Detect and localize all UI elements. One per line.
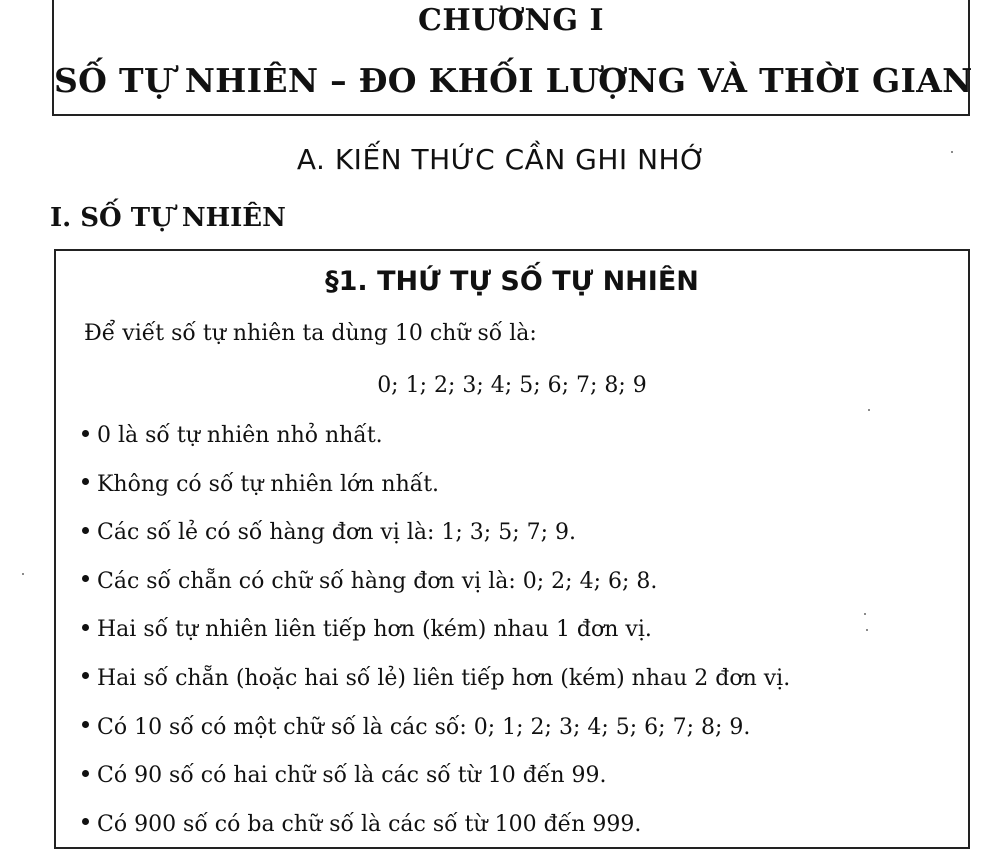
chapter-header-box [52,0,973,116]
bullet-icon [82,818,89,825]
list-item [82,470,790,519]
bullet-icon [82,527,89,534]
list-item [82,810,790,858]
intro-text: Để viết số tự nhiên ta dùng 10 chữ số là: [84,321,537,346]
chapter-subtitle: SỐ TỰ NHIÊN – ĐO KHỐI LƯỢNG VÀ THỜI GIAN [54,61,973,100]
list-item [82,664,790,713]
bullet-icon [82,575,89,582]
list-item-text: Hai số tự nhiên liên tiếp hơn (kém) nhau 1 đơn vị. [97,617,652,643]
bullet-icon [82,672,89,679]
list-item [82,518,790,567]
scan-speck [22,573,24,575]
section-heading-a: A. KIẾN THỨC CẦN GHI NHỚ [296,143,707,176]
list-item-text: Không có số tự nhiên lớn nhất. [97,471,440,497]
section-heading-i: I. SỐ TỰ NHIÊN [50,203,286,233]
list-item [82,761,790,810]
scan-speck [866,629,868,631]
list-item-text: Có 900 số có ba chữ số là các số từ 100 đến 999. [97,811,642,837]
bullet-icon [82,721,89,728]
box-title: §1. THỨ TỰ SỐ TỰ NHIÊN [325,266,699,297]
list-item [82,713,790,762]
list-item-text: Có 10 số có một chữ số là các số: 0; 1; 2; 3; 4; 5; 6; 7; 8; 9. [97,714,751,740]
scan-speck [951,151,953,153]
bullet-icon [82,770,89,777]
bullet-icon [82,430,89,437]
content-box [54,249,970,849]
list-item-text: Các số chẵn có chữ số hàng đơn vị là: 0; 2; 4; 6; 8. [97,568,658,594]
bullet-icon [82,624,89,631]
bullet-list [82,421,790,858]
digits-line: 0; 1; 2; 3; 4; 5; 6; 7; 8; 9 [377,373,647,398]
scan-speck [868,409,870,411]
list-item-text: Có 90 số có hai chữ số là các số từ 10 đến 99. [97,763,607,789]
list-item [82,615,790,664]
list-item [82,567,790,616]
list-item [82,421,790,470]
list-item-text: Hai số chẵn (hoặc hai số lẻ) liên tiếp hơn (kém) nhau 2 đơn vị. [97,665,791,691]
scan-speck [864,613,866,615]
list-item-text: 0 là số tự nhiên nhỏ nhất. [97,423,383,448]
chapter-title: CHƯƠNG I [417,3,605,38]
list-item-text: Các số lẻ có số hàng đơn vị là: 1; 3; 5; 7; 9. [97,520,576,546]
bullet-icon [82,478,89,485]
